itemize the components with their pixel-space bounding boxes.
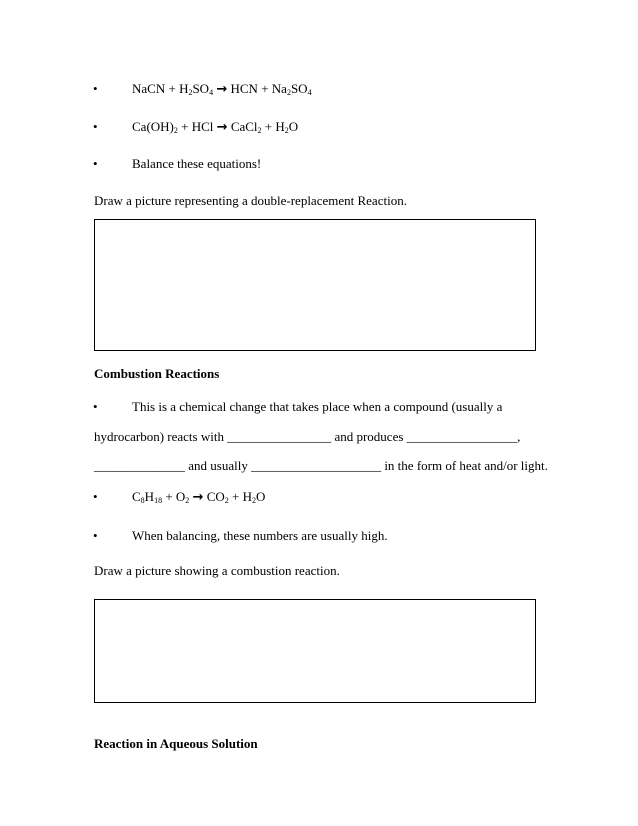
eq1-reactant-2: $H_2SO_4$ <box>179 81 214 97</box>
equation-2 <box>132 119 298 135</box>
eq1-product-1: HCN <box>230 81 258 96</box>
combustion-line-1: This is a chemical change that takes place when a compound (usually a <box>132 399 503 414</box>
bullet-2: • <box>93 119 98 134</box>
combustion-line-3: ______________ and usually ____________________ in the form of heat and/or light. <box>94 458 548 473</box>
arrow-icon: → <box>216 82 228 97</box>
equation-3 <box>132 489 265 505</box>
combustion-drawing-box[interactable] <box>94 599 536 703</box>
eq1-plus: + <box>165 81 180 96</box>
draw-combustion-prompt: Draw a picture showing a combustion reaction. <box>94 563 340 578</box>
arrow-icon: → <box>216 120 228 135</box>
eq2-plus-2: + <box>261 119 276 134</box>
draw-double-replacement-prompt: Draw a picture representing a double-replacement Reaction. <box>94 193 407 208</box>
bullet-5: • <box>93 489 98 504</box>
equation-1 <box>132 81 312 97</box>
balance-instruction: Balance these equations! <box>132 156 262 171</box>
bullet-6: • <box>93 528 98 543</box>
combustion-heading: Combustion Reactions <box>94 366 220 381</box>
combustion-line-2: hydrocarbon) reacts with ________________ and produces _________________, <box>94 429 521 444</box>
eq1-plus-2: + <box>257 81 272 96</box>
eq3-reactant-2: $O_2$ <box>175 489 190 505</box>
eq2-product-1: CaCl$_2$ <box>230 119 262 135</box>
bullet-1: • <box>93 81 98 96</box>
bullet-4: • <box>93 399 98 414</box>
eq3-plus: + <box>162 489 176 504</box>
eq3-plus-2: + <box>228 489 243 504</box>
eq2-plus: + <box>177 119 192 134</box>
double-replacement-drawing-box[interactable] <box>94 219 536 351</box>
eq3-product-2: $H_2O$ <box>242 489 266 505</box>
eq1-reactant-1: NaCN <box>132 81 166 96</box>
eq3-reactant-1: $C_8H_{18}$ <box>132 489 163 505</box>
arrow-icon: → <box>192 490 204 505</box>
aqueous-heading: Reaction in Aqueous Solution <box>94 736 258 751</box>
eq2-reactant-1: $Ca(OH)_2$ <box>132 119 178 135</box>
high-numbers-note: When balancing, these numbers are usually high. <box>132 528 388 543</box>
eq1-product-2: $Na_2SO_4$ <box>271 81 312 97</box>
eq2-reactant-2: HCl <box>191 119 214 134</box>
eq2-product-2: $H_2O$ <box>275 119 299 135</box>
bullet-3: • <box>93 156 98 171</box>
eq3-product-1: $CO_2$ <box>206 489 229 505</box>
